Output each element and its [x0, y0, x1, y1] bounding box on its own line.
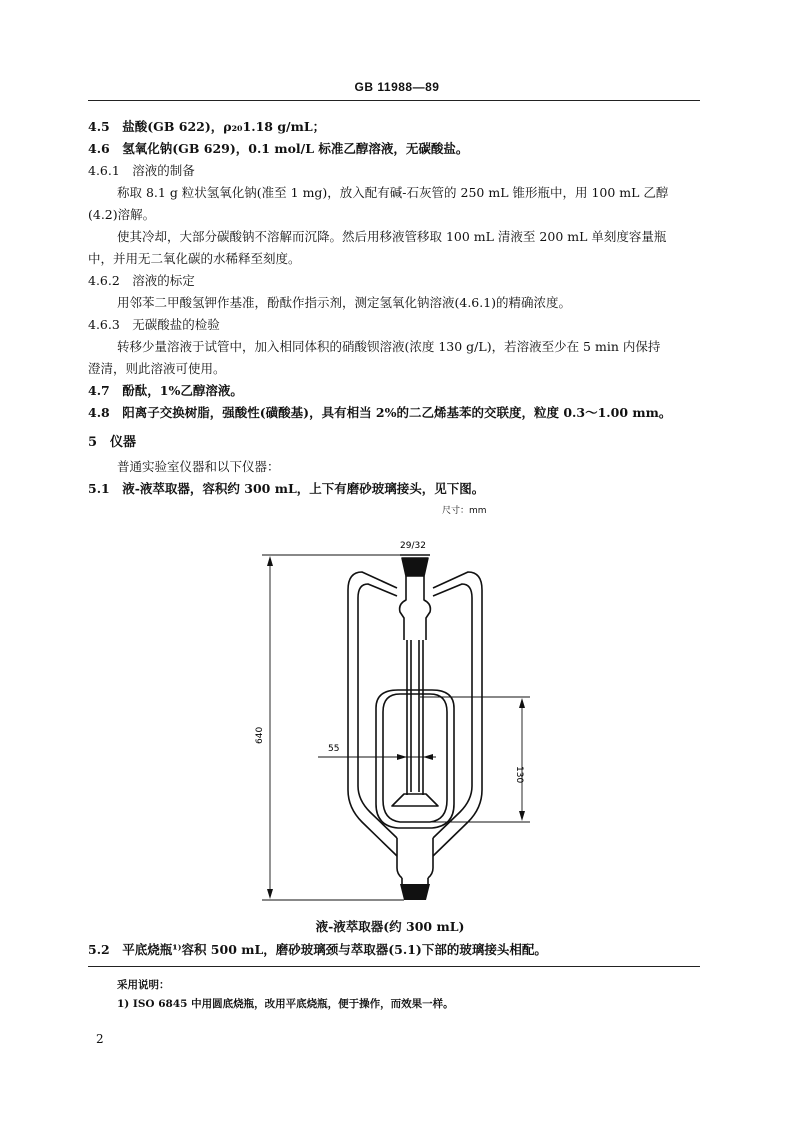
figure-unit-note: 尺寸：mm [442, 506, 487, 516]
item-4-6-2-para: 用邻苯二甲酸氢钾作基准，酚酞作指示剂，测定氢氧化钠溶液(4.6.1)的精确浓度。 [117, 295, 572, 310]
section-5-heading: 5 仪器 [88, 435, 137, 450]
page-number: 2 [96, 1032, 104, 1046]
inner-arms [358, 584, 472, 838]
section-5-intro: 普通实验室仪器和以下仪器： [117, 459, 280, 474]
dim-width-label: 55 [328, 744, 340, 754]
item-5-2: 5.2 平底烧瓶¹⁾容积 500 mL，磨砂玻璃颈与萃取器(5.1)下部的玻璃接头相配。 [88, 942, 547, 957]
item-4-8: 4.8 阳离子交换树脂，强酸性(磺酸基)，具有相当 2%的二乙烯基苯的交联度，粒度 0.3～1.00 mm。 [88, 405, 672, 420]
bottom-stopper [400, 884, 430, 900]
dim-55-arrow-right [423, 754, 433, 760]
item-4-6-1-title: 4.6.1 溶液的制备 [88, 163, 195, 178]
item-4-6: 4.6 氢氧化钠(GB 629)，0.1 mol/L 标准乙醇溶液，无碳酸盐。 [88, 141, 469, 156]
top-neck [400, 576, 431, 640]
inner-chamber [383, 694, 447, 822]
dim-130-arrow-top [519, 698, 525, 708]
bottom-stem [402, 878, 428, 884]
page-header-code: GB 11988—89 [354, 80, 440, 94]
item-4-6-1-para2-line1: 使其冷却，大部分碳酸钠不溶解而沉降。然后用移液管移取 100 mL 清液至 200 mL 单刻度容量瓶 [117, 229, 667, 244]
dim-height-label: 640 [255, 726, 265, 744]
tube-funnel [392, 794, 438, 806]
footnote-rule [88, 966, 700, 967]
item-4-6-3-para-line1: 转移少量溶液于试管中，加入相同体积的硝酸钡溶液(浓度 130 g/L)，若溶液至少在 5 min 内保持 [117, 339, 661, 354]
central-tube [407, 640, 423, 795]
top-stopper [402, 558, 428, 576]
bottom-neck [397, 838, 433, 878]
dim-640-arrow-top [267, 556, 273, 566]
outer-arms [348, 572, 482, 856]
footnote-text: 1) ISO 6845 中用圆底烧瓶，改用平底烧瓶，便于操作，而效果一样。 [117, 998, 454, 1010]
joint-label: 29/32 [400, 541, 426, 551]
figure-caption: 液-液萃取器(约 300 mL) [315, 919, 465, 934]
item-4-6-2-title: 4.6.2 溶液的标定 [88, 273, 195, 288]
item-4-6-3-para-line2: 澄清，则此溶液可使用。 [88, 361, 226, 376]
item-5-1: 5.1 液-液萃取器，容积约 300 mL，上下有磨砂玻璃接头，见下图。 [88, 481, 485, 496]
dim-inner-label: 130 [514, 766, 524, 784]
dim-640-arrow-bottom [267, 889, 273, 899]
item-4-6-1-para2-line2: 中，并用无二氧化碳的水稀释至刻度。 [88, 251, 301, 266]
item-4-6-1-para1-line1: 称取 8.1 g 粒状氢氧化钠(准至 1 mg)，放入配有碱-石灰管的 250 mL 锥形瓶中，用 100 mL 乙醇 [117, 185, 669, 200]
item-4-5: 4.5 盐酸(GB 622)，ρ₂₀1.18 g/mL； [88, 119, 326, 134]
item-4-6-3-title: 4.6.3 无碳酸盐的检验 [88, 317, 220, 332]
dim-55-arrow-left [397, 754, 407, 760]
dim-130-arrow-bottom [519, 811, 525, 821]
item-4-7: 4.7 酚酞，1%乙醇溶液。 [88, 383, 243, 398]
item-4-6-1-para1-line2: (4.2)溶解。 [88, 207, 156, 222]
footnote-title: 采用说明： [117, 979, 170, 991]
inner-chamber-wall [376, 690, 454, 828]
